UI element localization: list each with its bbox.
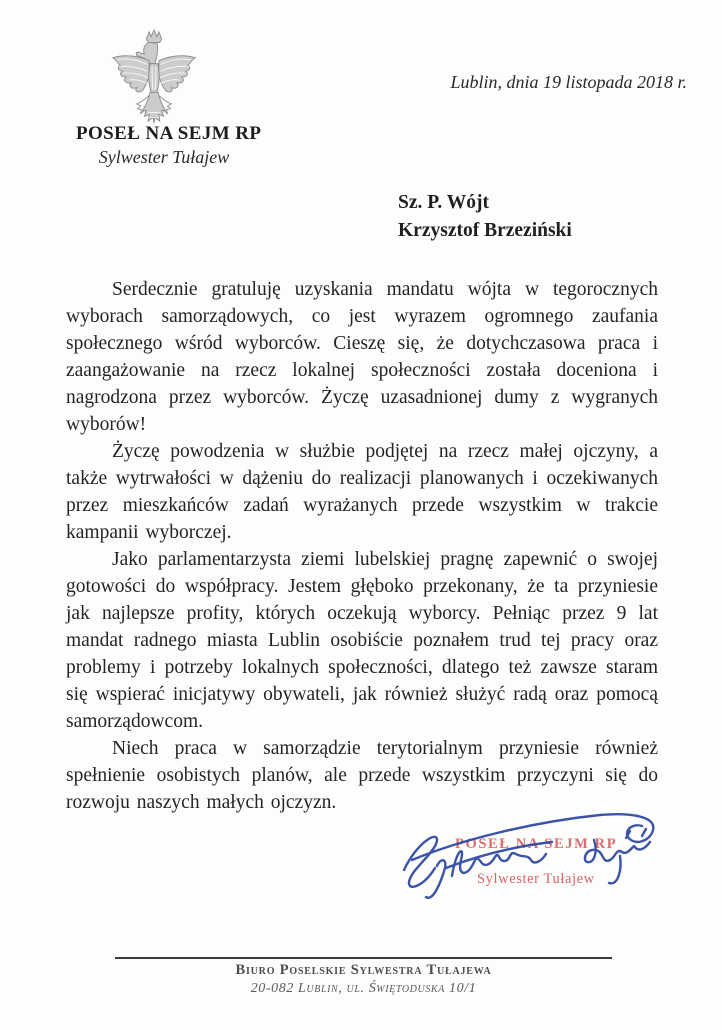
paragraph-3: Jako parlamentarzysta ziemi lubelskiej pragnę zapewnić o swojej gotowości do współpracy. Jestem głęboko przekonany, że ta przyniesie jak najlepsze profity, których oczekują wyborcy. Pełniąc przez 9 lat mandat radnego miasta Lublin osobiście poznałem trud tej pracy oraz problemy i potrzeby lokalnych społeczności, dlatego też zawsze staram się wspierać inicjatywy obywateli, jak również służyć radą oraz pomocą samorządowcom. xyxy=(66,549,658,732)
addressee-block xyxy=(398,189,572,245)
office-holder-name: Sylwester Tułajew xyxy=(98,147,230,167)
addressee-title: Sz. P. Wójt xyxy=(398,192,490,213)
footer-rule xyxy=(115,957,612,959)
addressee-name: Krzysztof Brzeziński xyxy=(398,220,572,241)
stamp-name: Sylwester Tułajew xyxy=(477,871,595,887)
paragraph-4: Niech praca w samorządzie terytorialnym przyniesie również spełnienie osobistych planów, ale przede wszystkim przyczyni się do rozwoju naszych małych ojczyzn. xyxy=(66,738,658,813)
paragraph-2: Życzę powodzenia w służbie podjętej na rzecz małej ojczyny, a także wytrwałości w dążeniu do realizacji planowanych i oczekiwanych przez mieszkańców zadań wyrażanych przede wszystkim w trakcie kampanii wyborczej. xyxy=(66,441,658,543)
letter-body xyxy=(66,276,658,816)
handwritten-signature-ink-icon xyxy=(390,802,668,914)
office-title: POSEŁ NA SEJM RP xyxy=(76,123,262,144)
dateline: Lublin, dnia 19 listopada 2018 r. xyxy=(450,72,687,92)
polish-eagle-emblem-icon xyxy=(106,28,202,128)
footer-office-line: Biuro Poselskie Sylwestra Tułajewa xyxy=(235,962,492,978)
footer-address-line: 20-082 Lublin, ul. Świętoduska 10/1 xyxy=(250,981,477,996)
stamp-office-title: POSEŁ NA SEJM RP xyxy=(455,836,618,852)
paragraph-1: Serdecznie gratuluję uzyskania mandatu wójta w tegorocznych wyborach samorządowych, co jest wyrazem ogromnego zaufania społecznego wśród wyborców. Cieszę się, że dotychczasowa praca i zaangażowanie na rzecz lokalnej społeczności została doceniona i nagrodzona przez wyborców. Życzę uzasadnionej dumy z wygranych wyborów! xyxy=(66,279,658,435)
